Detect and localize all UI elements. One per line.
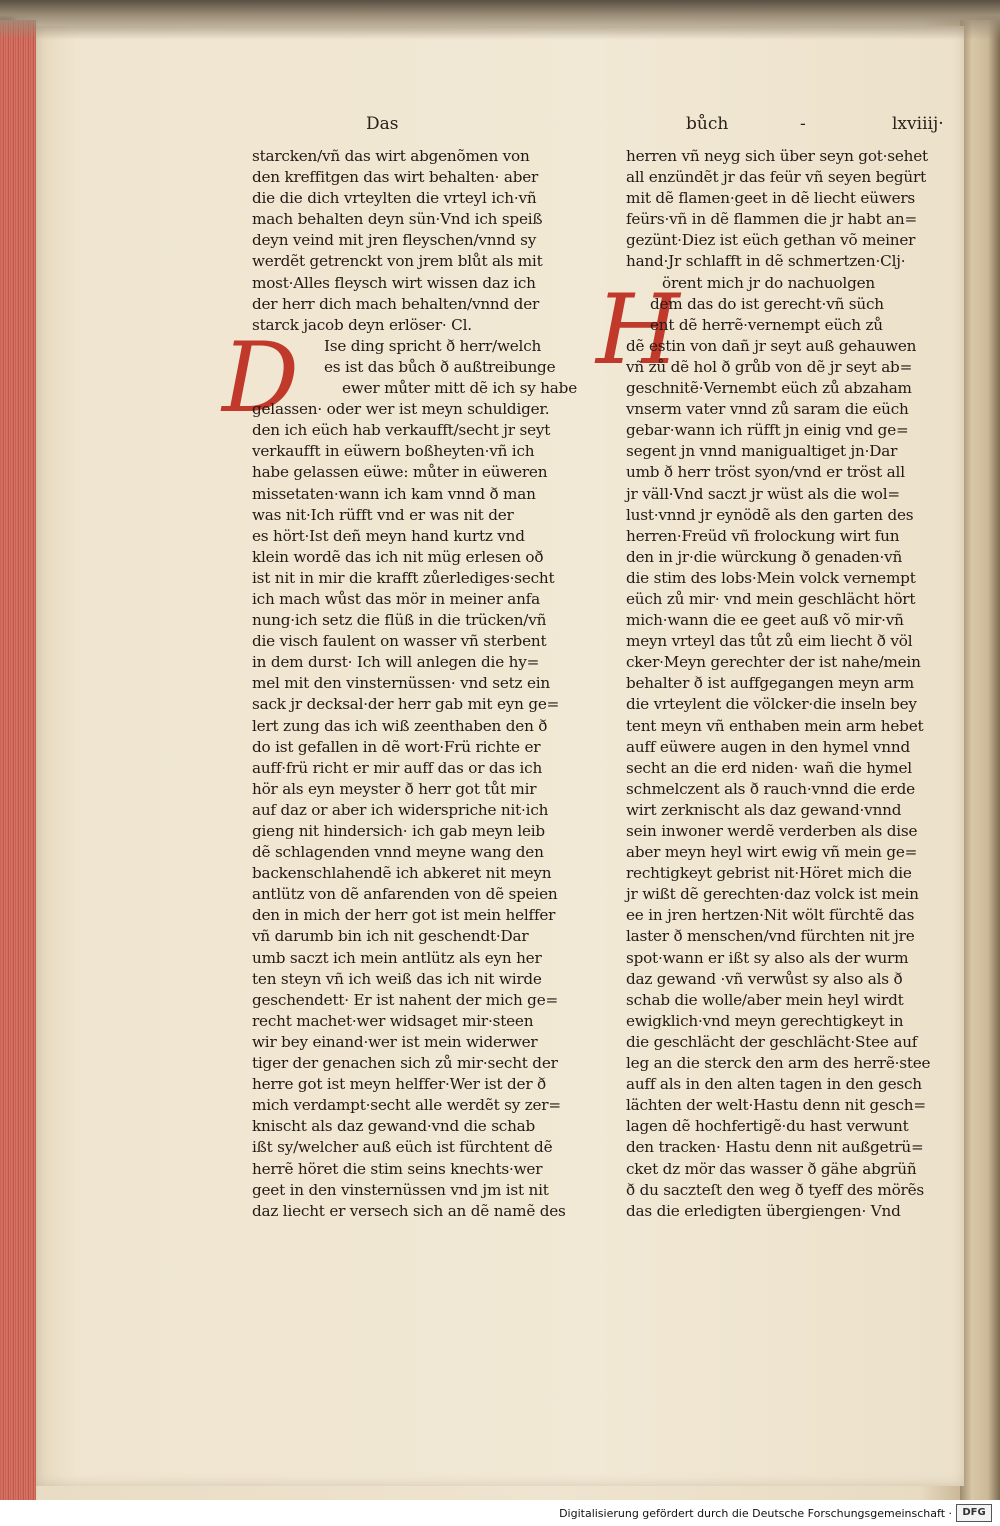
- text-line: die vrteylent die völcker·die inseln bey: [626, 695, 917, 714]
- text-line: werdẽt getrenckt von jrem blůt als mit: [252, 252, 543, 271]
- text-line: dem das do ist gerecht·vñ süch: [650, 294, 884, 313]
- text-line: leg an die sterck den arm des herrẽ·stee: [626, 1054, 931, 1073]
- text-line: ißt sy/welcher auß eüch ist fürchtent dẽ: [252, 1138, 553, 1157]
- text-line: gelassen· oder wer ist meyn schuldiger.: [252, 400, 550, 419]
- text-line: starcken/vñ das wirt abgenõmen von: [252, 147, 530, 165]
- text-line: cker·Meyn gerechter der ist nahe/mein: [626, 653, 921, 672]
- rubricated-initial-left: D: [222, 322, 299, 434]
- text-line: recht machet·wer widsaget mir·steen: [252, 1011, 534, 1030]
- text-line: hand·Jr schlafft in dẽ schmertzen·Clj·: [626, 252, 906, 271]
- red-page-edges-left: [0, 20, 36, 1500]
- text-line: der herr dich mach behalten/vnnd der: [252, 294, 540, 313]
- text-line: ist nit in mir die krafft zůerlediges·secht: [252, 568, 555, 587]
- text-line: in dem durst· Ich will anlegen die hy=: [252, 653, 540, 672]
- text-line: ten steyn vñ ich weiß das ich nit wirde: [252, 969, 542, 988]
- text-line: meyn vrteyl das tůt zů eim liecht ð völ: [626, 632, 913, 651]
- text-line: ð du saczteſt den weg ð tyeff des mörẽs: [626, 1180, 924, 1199]
- text-line: nung·ich setz die flüß in die trücken/vñ: [252, 611, 547, 630]
- text-line: vnserm vater vnnd zů saram die eüch: [626, 400, 909, 419]
- text-line: den tracken· Hastu denn nit außgetrü=: [626, 1138, 924, 1157]
- text-line: den kreffitgen das wirt behalten· aber: [252, 168, 539, 187]
- text-line: vñ zů dẽ hol ð grůb von dẽ jr seyt ab=: [626, 357, 913, 376]
- binding-shadow: [0, 0, 1000, 40]
- text-line: auff eüwere augen in den hymel vnnd: [626, 737, 910, 756]
- text-line: segent jn vnnd manigualtiget jn·Dar: [626, 442, 898, 461]
- header-left: Das: [366, 114, 399, 134]
- text-line: ent dẽ herrẽ·vernempt eüch zů: [650, 315, 883, 334]
- text-line: jr väll·Vnd saczt jr wüst als die wol=: [626, 484, 900, 503]
- text-line: herren vñ neyg sich über seyn got·sehet: [626, 147, 928, 165]
- text-line: behalter ð ist auffgegangen meyn arm: [626, 674, 914, 693]
- text-line: das die erledigten übergiengen· Vnd: [626, 1201, 901, 1220]
- text-line: was nit·Ich rüfft vnd er was nit der: [252, 505, 514, 524]
- text-line: die geschlächt der geschlächt·Stee auf: [626, 1032, 918, 1051]
- text-line: geschnitẽ·Vernembt eüch zů abzaham: [626, 379, 912, 398]
- text-line: den ich eüch hab verkaufft/secht jr seyt: [252, 421, 551, 440]
- text-line: Ise ding spricht ð herr/welch: [324, 336, 542, 355]
- text-line: auf daz or aber ich widerspriche nit·ich: [252, 800, 549, 819]
- text-line: eüch zů mir· vnd mein geschlächt hört: [626, 589, 916, 608]
- rubricated-initial-right: H: [596, 274, 680, 386]
- text-line: all enzündẽt jr das feür vñ seyen begürt: [626, 168, 926, 187]
- text-line: es hört·Ist deñ meyn hand kurtz vnd: [252, 526, 525, 545]
- text-line: gieng nit hindersich· ich gab meyn leib: [252, 822, 545, 840]
- text-line: deyn veind mit jren fleyschen/vnnd sy: [252, 231, 537, 250]
- text-line: dẽ schlagenden vnnd meyne wang den: [252, 843, 544, 862]
- header-center: bůch: [686, 114, 729, 134]
- text-line: daz liecht er versech sich an dẽ namẽ des: [252, 1201, 566, 1220]
- text-line: mel mit den vinsternüssen· vnd setz ein: [252, 674, 550, 693]
- text-line: laster ð menschen/vnd fürchten nit jre: [626, 927, 915, 946]
- text-line: den in mich der herr got ist mein helffer: [252, 906, 556, 925]
- text-line: do ist gefallen in dẽ wort·Frü richte er: [252, 737, 541, 756]
- text-line: antlütz von dẽ anfarenden von dẽ speien: [252, 885, 558, 904]
- text-line: herre got ist meyn helffer·Wer ist der ð: [252, 1075, 546, 1094]
- text-line: auff als in den alten tagen in den gesch: [626, 1075, 922, 1094]
- text-line: spot·wann er ißt sy also als der wurm: [626, 948, 909, 967]
- text-line: cket dz mör das wasser ð gähe abgrüñ: [626, 1159, 917, 1178]
- running-header: [0, 114, 1000, 144]
- text-line: lert zung das ich wiß zeenthaben den ð: [252, 716, 548, 735]
- text-line: mach behalten deyn sün·Vnd ich speiß: [252, 210, 543, 229]
- text-line: ewigklich·vnd meyn gerechtigkeyt in: [626, 1011, 904, 1030]
- text-line: missetaten·wann ich kam vnnd ð man: [252, 484, 536, 503]
- text-line: dẽ estin von dañ jr seyt auß gehauwen: [626, 336, 917, 355]
- text-line: jr wißt dẽ gerechten·daz volck ist mein: [626, 885, 919, 904]
- text-line: hör als eyn meyster ð herr got tůt mir: [252, 779, 537, 798]
- text-line: starck jacob deyn erlöser· Cl.: [252, 315, 472, 334]
- text-line: wir bey einand·wer ist mein widerwer: [252, 1032, 538, 1051]
- text-line: geet in den vinsternüssen vnd jm ist nit: [252, 1180, 549, 1199]
- text-line: geschendett· Er ist nahent der mich ge=: [252, 990, 559, 1009]
- text-line: tiger der genachen sich zů mir·secht der: [252, 1054, 558, 1073]
- text-line: vñ darumb bin ich nit geschendt·Dar: [252, 927, 529, 946]
- text-line: schab die wolle/aber mein heyl wirdt: [626, 990, 904, 1009]
- text-line: sack jr decksal·der herr gab mit eyn ge=: [252, 695, 560, 714]
- text-line: herren·Freüd vñ frolockung wirt fun: [626, 526, 900, 545]
- text-line: die stim des lobs·Mein volck vernempt: [626, 568, 916, 587]
- text-column-right: [626, 146, 956, 1222]
- text-line: tent meyn vñ enthaben mein arm hebet: [626, 716, 924, 735]
- text-line: mich verdampt·secht alle werdẽt sy zer=: [252, 1096, 561, 1115]
- text-line: umb ð herr tröst syon/vnd er tröst all: [626, 463, 905, 482]
- text-line: sein inwoner werdẽ verderben als dise: [626, 822, 918, 840]
- folio-number: lxviiij·: [892, 114, 944, 134]
- text-line: klein wordẽ das ich nit müg erlesen oð: [252, 547, 544, 566]
- text-line: lust·vnnd jr eynödẽ als den garten des: [626, 505, 914, 524]
- text-line: auff·frü richt er mir auff das or das ich: [252, 758, 543, 777]
- text-line: ewer můter mitt dẽ ich sy habe: [342, 379, 577, 398]
- text-line: aber meyn heyl wirt ewig vñ mein ge=: [626, 843, 918, 862]
- text-line: es ist das bůch ð außtreibunge: [324, 357, 556, 376]
- text-line: wirt zerknischt als daz gewand·vnnd: [626, 800, 902, 819]
- funding-credit: Digitalisierung gefördert durch die Deutsche Forschungsgemeinschaft ·: [559, 1507, 952, 1520]
- text-line: herrẽ höret die stim seins knechts·wer: [252, 1159, 543, 1178]
- text-column-left: [252, 146, 582, 1222]
- text-line: mich·wann die ee geet auß võ mir·vñ: [626, 611, 904, 630]
- text-line: den in jr·die würckung ð genaden·vñ: [626, 547, 903, 566]
- page-edges-right: [960, 20, 1000, 1500]
- text-line: örent mich jr do nachuolgen: [662, 273, 875, 292]
- text-line: mit dẽ flamen·geet in dẽ liecht eüwers: [626, 189, 916, 208]
- text-line: lagen dẽ hochfertigẽ·du hast verwunt: [626, 1117, 909, 1136]
- text-line: die visch faulent on wasser vñ sterbent: [252, 632, 547, 651]
- text-line: rechtigkeyt gebrist nit·Höret mich die: [626, 864, 912, 883]
- text-line: backenschlahendẽ ich abkeret nit meyn: [252, 864, 552, 883]
- text-line: habe gelassen eüwe: můter in eüweren: [252, 463, 548, 482]
- text-line: knischt als daz gewand·vnd die schab: [252, 1117, 536, 1136]
- dfg-logo: DFG: [956, 1504, 992, 1522]
- text-line: most·Alles fleysch wirt wissen daz ich: [252, 273, 536, 292]
- text-line: ich mach wůst das mör in meiner anfa: [252, 589, 540, 608]
- text-line: secht an die erd niden· wañ die hymel: [626, 758, 912, 777]
- text-line: verkaufft in eüwern boßheyten·vñ ich: [252, 442, 535, 461]
- text-line: lächten der welt·Hastu denn nit gesch=: [626, 1096, 926, 1115]
- text-line: die die dich vrteylten die vrteyl ich·vñ: [252, 189, 537, 208]
- text-line: gezünt·Diez ist eüch gethan võ meiner: [626, 231, 916, 250]
- text-line: gebar·wann ich rüfft jn einig vnd ge=: [626, 421, 909, 440]
- text-line: schmelczent als ð rauch·vnnd die erde: [626, 779, 915, 798]
- text-line: umb saczt ich mein antlütz als eyn her: [252, 948, 542, 967]
- text-line: daz gewand ·vñ verwůst sy also als ð: [626, 969, 903, 988]
- header-dash: -: [800, 114, 806, 134]
- text-line: feürs·vñ in dẽ flammen die jr habt an=: [626, 210, 918, 229]
- text-line: ee in jren hertzen·Nit wölt fürchtẽ das: [626, 906, 915, 925]
